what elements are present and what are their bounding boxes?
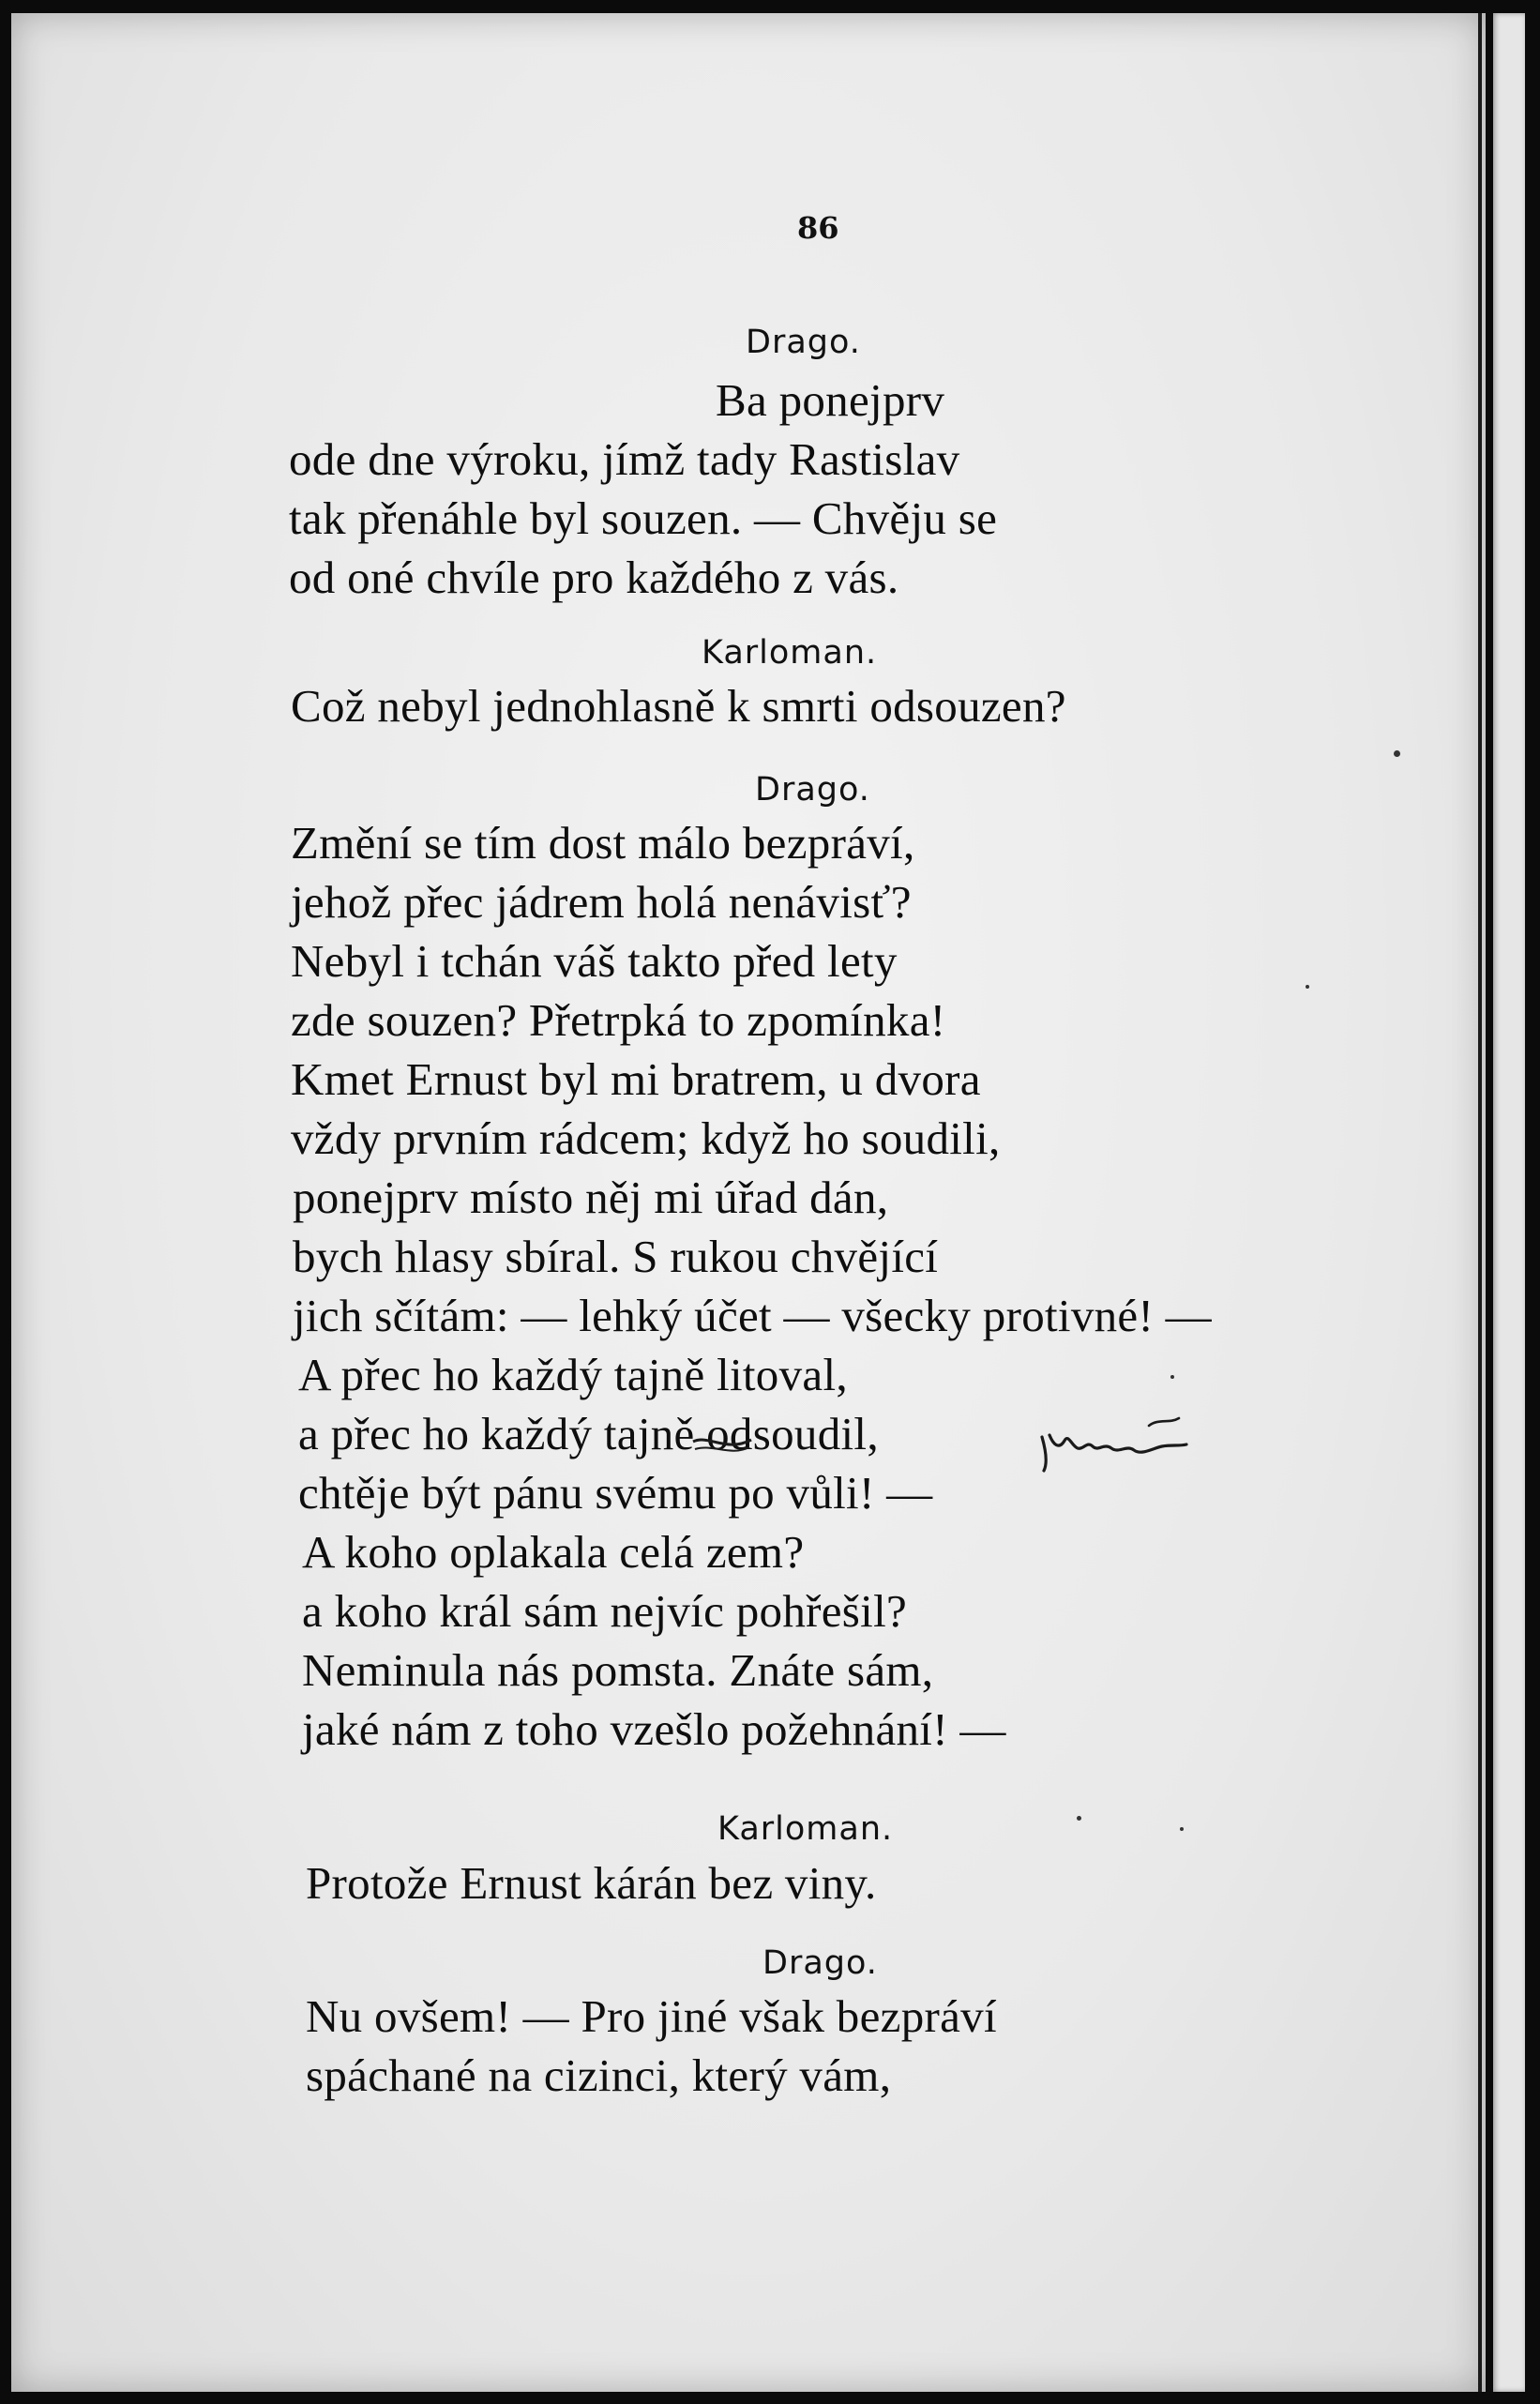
speaker-label: Drago. — [755, 771, 870, 809]
scan-speck — [1077, 1816, 1081, 1821]
scan-speck — [1170, 1375, 1174, 1379]
verse-line: Ba ponejprv — [716, 374, 945, 426]
verse-line: zde souzen? Přetrpká to zpomínka! — [291, 994, 946, 1046]
verse-line: Nebyl i tchán váš takto před lety — [291, 935, 898, 987]
speaker-label: Karloman. — [702, 634, 878, 672]
verse-line: Protože Ernust kárán bez viny. — [306, 1857, 877, 1909]
verse-line: od oné chvíle pro každého z vás. — [289, 552, 899, 603]
verse-line: a koho král sám nejvíc pohřešil? — [302, 1585, 908, 1637]
adjacent-page-strip — [1493, 13, 1525, 2392]
page-number: 86 — [797, 210, 839, 246]
page-edge-divider — [1478, 13, 1482, 2392]
handwritten-correction — [1036, 1413, 1194, 1473]
verse-line: ode dne výroku, jímž tady Rastislav — [289, 433, 960, 485]
speaker-label: Drago. — [746, 324, 861, 361]
verse-line: jehož přec jádrem holá nenávisť? — [291, 876, 912, 928]
verse-line: ponejprv místo něj mi úřad dán, — [293, 1172, 889, 1223]
pen-strike-mark — [689, 1430, 755, 1459]
verse-line: jich sčítám: — lehký účet — všecky protivné! — — [293, 1290, 1212, 1341]
verse-line: jaké nám z toho vzešlo požehnání! — — [302, 1703, 1006, 1755]
verse-line: Což nebyl jednohlasně k smrti odsouzen? — [291, 680, 1066, 732]
verse-line: tak přenáhle byl souzen. — Chvěju se — [289, 492, 998, 544]
verse-line: vždy prvním rádcem; když ho soudili, — [291, 1112, 1001, 1164]
speaker-label: Drago. — [762, 1944, 878, 1982]
speaker-label: Karloman. — [717, 1810, 894, 1848]
verse-line: Nu ovšem! — Pro jiné však bezpráví — [306, 1990, 997, 2042]
verse-line: a přec ho každý tajně odsoudil, — [298, 1408, 879, 1459]
verse-line: bych hlasy sbíral. S rukou chvějící — [293, 1231, 939, 1282]
verse-line: A koho oplakala celá zem? — [302, 1526, 805, 1578]
scan-speck — [1180, 1827, 1184, 1831]
verse-line: Změní se tím dost málo bezpráví, — [291, 817, 915, 869]
scan-speck — [1394, 750, 1400, 757]
verse-line: Neminula nás pomsta. Znáte sám, — [302, 1644, 934, 1696]
scan-speck — [1306, 985, 1309, 989]
verse-line: A přec ho každý tajně litoval, — [298, 1349, 848, 1400]
verse-line: chtěje být pánu svému po vůli! — — [298, 1467, 933, 1519]
verse-line: Kmet Ernust byl mi bratrem, u dvora — [291, 1053, 981, 1105]
verse-line: spáchané na cizinci, který vám, — [306, 2049, 892, 2101]
